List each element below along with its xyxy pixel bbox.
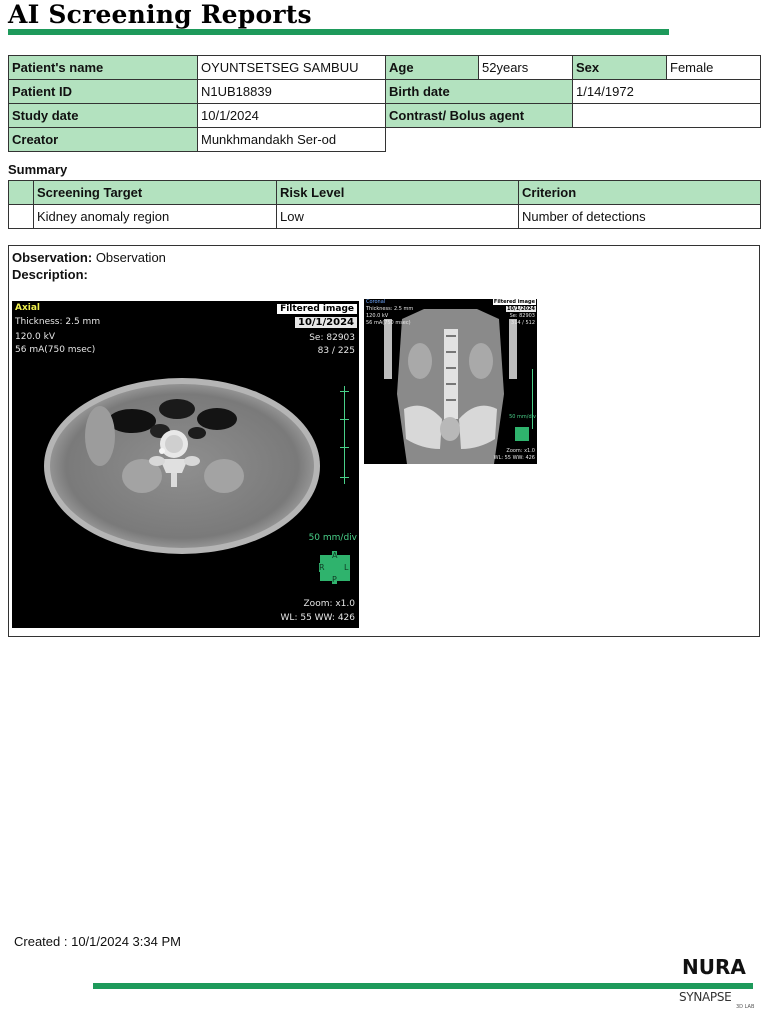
axial-series: Se: 82903 xyxy=(309,333,355,343)
sex-label: Sex xyxy=(573,56,667,80)
summary-risk-cell: Low xyxy=(277,205,519,229)
birth-date-value: 1/14/1972 xyxy=(573,80,761,104)
observation-line xyxy=(12,250,166,265)
title-underline xyxy=(8,29,669,35)
observation-value: Observation xyxy=(95,250,166,265)
study-date-value: 10/1/2024 xyxy=(198,104,386,128)
summary-heading: Summary xyxy=(8,162,68,177)
sex-value: Female xyxy=(667,56,761,80)
coronal-date-text: 10/1/2024 xyxy=(506,306,535,312)
axial-orient-p: P xyxy=(332,575,337,584)
coronal-slice: 314 / 512 xyxy=(511,320,535,326)
coronal-filter-tag xyxy=(493,299,536,305)
axial-kv: 120.0 kV xyxy=(15,332,55,342)
axial-filter-tag xyxy=(277,303,357,315)
age-value: 52years xyxy=(479,56,573,80)
summary-target-cell: Kidney anomaly region xyxy=(34,205,277,229)
coronal-zoom: Zoom: x1.0 xyxy=(506,448,535,454)
observation-label: Observation: xyxy=(12,250,93,265)
table-row xyxy=(9,205,761,229)
coronal-window: WL: 55 WW: 426 xyxy=(493,455,535,461)
patient-info-table xyxy=(8,55,761,128)
birth-date-label: Birth date xyxy=(386,80,573,104)
coronal-ma: 56 mA(750 msec) xyxy=(366,320,411,326)
creator-value: Munkhmandakh Ser-od xyxy=(198,128,386,152)
study-date-label: Study date xyxy=(9,104,198,128)
description-line xyxy=(12,267,88,282)
description-label: Description: xyxy=(12,267,88,282)
age-label: Age xyxy=(386,56,479,80)
axial-orient-a: A xyxy=(332,551,338,560)
coronal-scale: 50 mm/div xyxy=(509,414,536,420)
summary-header-target: Screening Target xyxy=(34,181,277,205)
synapse-logo: SYNAPSE xyxy=(679,990,732,1004)
patient-id-value: N1UB18839 xyxy=(198,80,386,104)
axial-ct-image xyxy=(12,301,359,628)
patient-name-label: Patient's name xyxy=(9,56,198,80)
coronal-series: Se: 82903 xyxy=(509,313,535,319)
patient-id-label: Patient ID xyxy=(9,80,198,104)
coronal-filter-text: Filtered image xyxy=(493,299,535,305)
creator-table xyxy=(8,127,386,152)
axial-orient-r: R xyxy=(319,563,325,572)
axial-window: WL: 55 WW: 426 xyxy=(280,613,355,623)
summary-header-criterion: Criterion xyxy=(519,181,761,205)
contrast-value xyxy=(573,104,761,128)
axial-filter-text: Filtered image xyxy=(277,304,357,314)
coronal-date-tag xyxy=(506,306,536,312)
summary-criterion-cell: Number of detections xyxy=(519,205,761,229)
summary-header-risk: Risk Level xyxy=(277,181,519,205)
axial-thickness: Thickness: 2.5 mm xyxy=(15,317,101,327)
summary-index-header xyxy=(9,181,34,205)
axial-view-label: Axial xyxy=(15,303,41,313)
patient-name-value: OYUNTSETSEG SAMBUU xyxy=(198,56,386,80)
coronal-ct-image xyxy=(364,299,537,464)
axial-date-text: 10/1/2024 xyxy=(295,317,357,328)
coronal-thickness: Thickness: 2.5 mm xyxy=(366,306,414,312)
report-title: AI Screening Reports xyxy=(8,0,312,29)
footer-underline xyxy=(93,983,753,989)
nura-logo: NURA xyxy=(682,955,746,979)
observation-panel xyxy=(8,245,760,637)
axial-date-tag xyxy=(295,317,357,329)
coronal-view-label: Coronal xyxy=(366,299,386,305)
created-timestamp: Created : 10/1/2024 3:34 PM xyxy=(14,934,181,949)
contrast-label: Contrast/ Bolus agent xyxy=(386,104,573,128)
creator-label: Creator xyxy=(9,128,198,152)
axial-slice: 83 / 225 xyxy=(317,346,355,356)
summary-index-cell xyxy=(9,205,34,229)
axial-ma: 56 mA(750 msec) xyxy=(15,345,96,355)
synapse-sublabel: 3D LAB xyxy=(736,1004,755,1010)
axial-orient-l: L xyxy=(344,563,349,572)
axial-zoom: Zoom: x1.0 xyxy=(303,599,355,609)
axial-scale: 50 mm/div xyxy=(308,533,357,543)
summary-table xyxy=(8,180,761,229)
coronal-kv: 120.0 kV xyxy=(366,313,389,319)
